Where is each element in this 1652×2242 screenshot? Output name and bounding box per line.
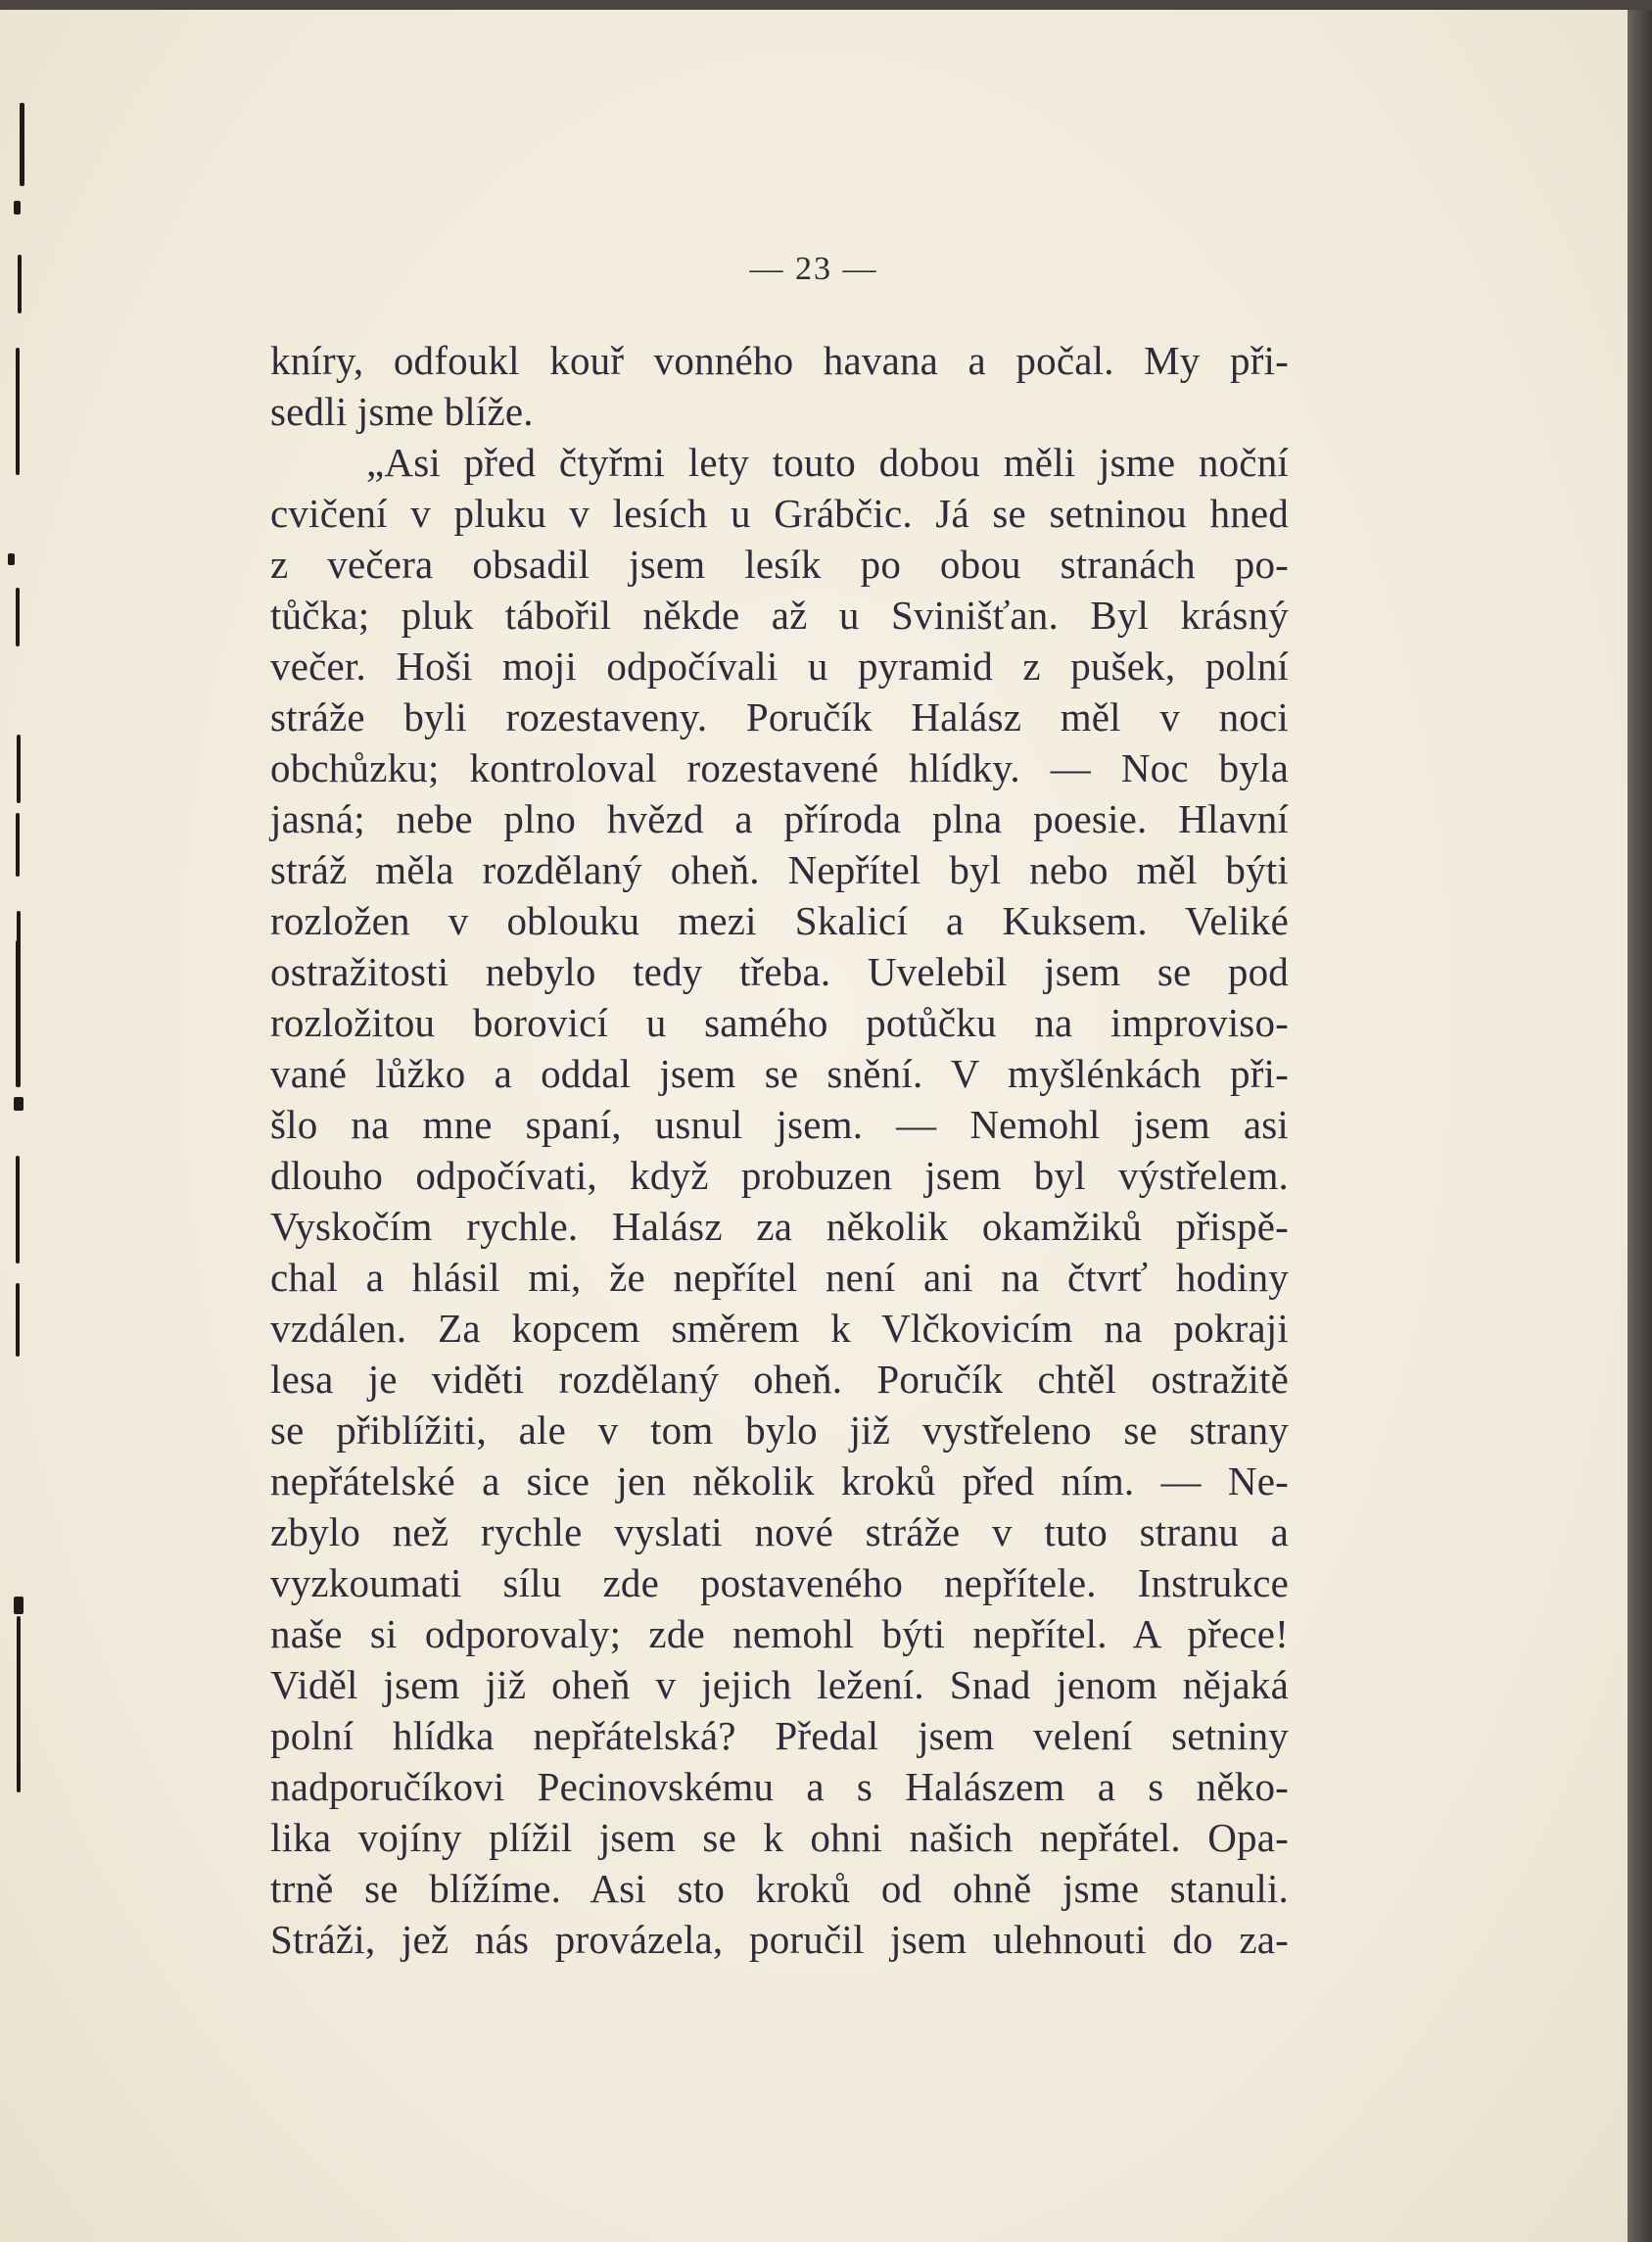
text-line: Vyskočím rychle. Halász za několik okamžiků přispě- <box>270 1204 1289 1249</box>
text-line: nepřátelské a sice jen několik kroků před ním. — Ne- <box>270 1458 1289 1503</box>
text-line: sedli jsme blíže. <box>270 389 534 434</box>
binding-mark <box>16 813 20 877</box>
text-line: rozložen v oblouku mezi Skalicí a Kuksem. Veliké <box>270 898 1289 943</box>
binding-edge <box>0 10 39 2242</box>
page-number: — 23 — <box>749 251 878 287</box>
book-page <box>0 10 1628 2242</box>
body-text <box>270 335 1289 1965</box>
text-line: cvičení v pluku v lesích u Grábčic. Já se setninou hned <box>270 491 1289 536</box>
text-line: dlouho odpočívati, když probuzen jsem byl výstřelem. <box>270 1153 1289 1198</box>
text-line: „Asi před čtyřmi lety touto dobou měli jsme noční <box>366 440 1289 485</box>
binding-mark <box>8 553 15 565</box>
binding-mark <box>16 588 20 646</box>
text-line: trně se blížíme. Asi sto kroků od ohně jsme stanuli. <box>270 1866 1289 1911</box>
binding-mark <box>17 1616 21 1792</box>
text-line: tůčka; pluk tábořil někde až u Svinišťan. Byl krásný <box>270 593 1289 638</box>
binding-mark <box>16 1156 20 1264</box>
text-line: rozložitou borovicí u samého potůčku na improviso- <box>270 1000 1289 1045</box>
text-line: chal a hlásil mi, že nepřítel není ani na čtvrť hodiny <box>270 1255 1289 1300</box>
text-line: Stráži, jež nás provázela, poručil jsem ulehnouti do za- <box>270 1917 1289 1962</box>
text-line: z večera obsadil jsem lesík po obou stranách po- <box>270 542 1289 587</box>
text-line: zbylo než rychle vyslati nové stráže v tuto stranu a <box>270 1509 1289 1554</box>
text-line: vyzkoumati sílu zde postaveného nepřítele. Instrukce <box>270 1560 1289 1605</box>
binding-mark <box>16 1283 20 1357</box>
text-line: lika vojíny plížil jsem se k ohni našich nepřátel. Opa- <box>270 1815 1289 1860</box>
text-line: lesa je viděti rozdělaný oheň. Poručík chtěl ostražitě <box>270 1357 1289 1402</box>
binding-mark <box>14 1097 24 1111</box>
text-line: se přiblížiti, ale v tom bylo již vystřeleno se strany <box>270 1407 1289 1453</box>
text-line: vzdálen. Za kopcem směrem k Vlčkovicím na pokraji <box>270 1306 1289 1351</box>
binding-mark <box>14 1597 24 1614</box>
text-line: Viděl jsem již oheň v jejich ležení. Snad jenom nějaká <box>270 1662 1289 1707</box>
text-line: naše si odporovaly; zde nemohl býti nepřítel. A přece! <box>270 1611 1289 1656</box>
binding-mark <box>17 735 21 803</box>
binding-mark <box>14 201 21 215</box>
binding-mark <box>20 103 24 186</box>
page-edge-shadow <box>1628 10 1652 2242</box>
binding-mark <box>16 940 21 1087</box>
text-line: ostražitosti nebylo tedy třeba. Uvelebil jsem se pod <box>270 949 1289 994</box>
text-line: vané lůžko a oddal jsem se snění. V myšlénkách při- <box>270 1051 1289 1096</box>
text-line: stráže byli rozestaveny. Poručík Halász měl v noci <box>270 694 1289 739</box>
text-line: stráž měla rozdělaný oheň. Nepřítel byl nebo měl býti <box>270 847 1289 892</box>
text-line: večer. Hoši moji odpočívali u pyramid z pušek, polní <box>270 644 1289 689</box>
text-line: obchůzku; kontroloval rozestavené hlídky. — Noc byla <box>270 745 1289 790</box>
text-line: nadporučíkovi Pecinovskému a s Halászem a s něko- <box>270 1764 1289 1809</box>
text-line: polní hlídka nepřátelská? Předal jsem velení setniny <box>270 1713 1289 1758</box>
text-line: šlo na mne spaní, usnul jsem. — Nemohl jsem asi <box>270 1102 1289 1147</box>
text-line: kníry, odfoukl kouř vonného havana a počal. My při- <box>270 338 1289 383</box>
binding-mark <box>16 348 20 475</box>
text-line: jasná; nebe plno hvězd a příroda plna poesie. Hlavní <box>270 796 1289 841</box>
